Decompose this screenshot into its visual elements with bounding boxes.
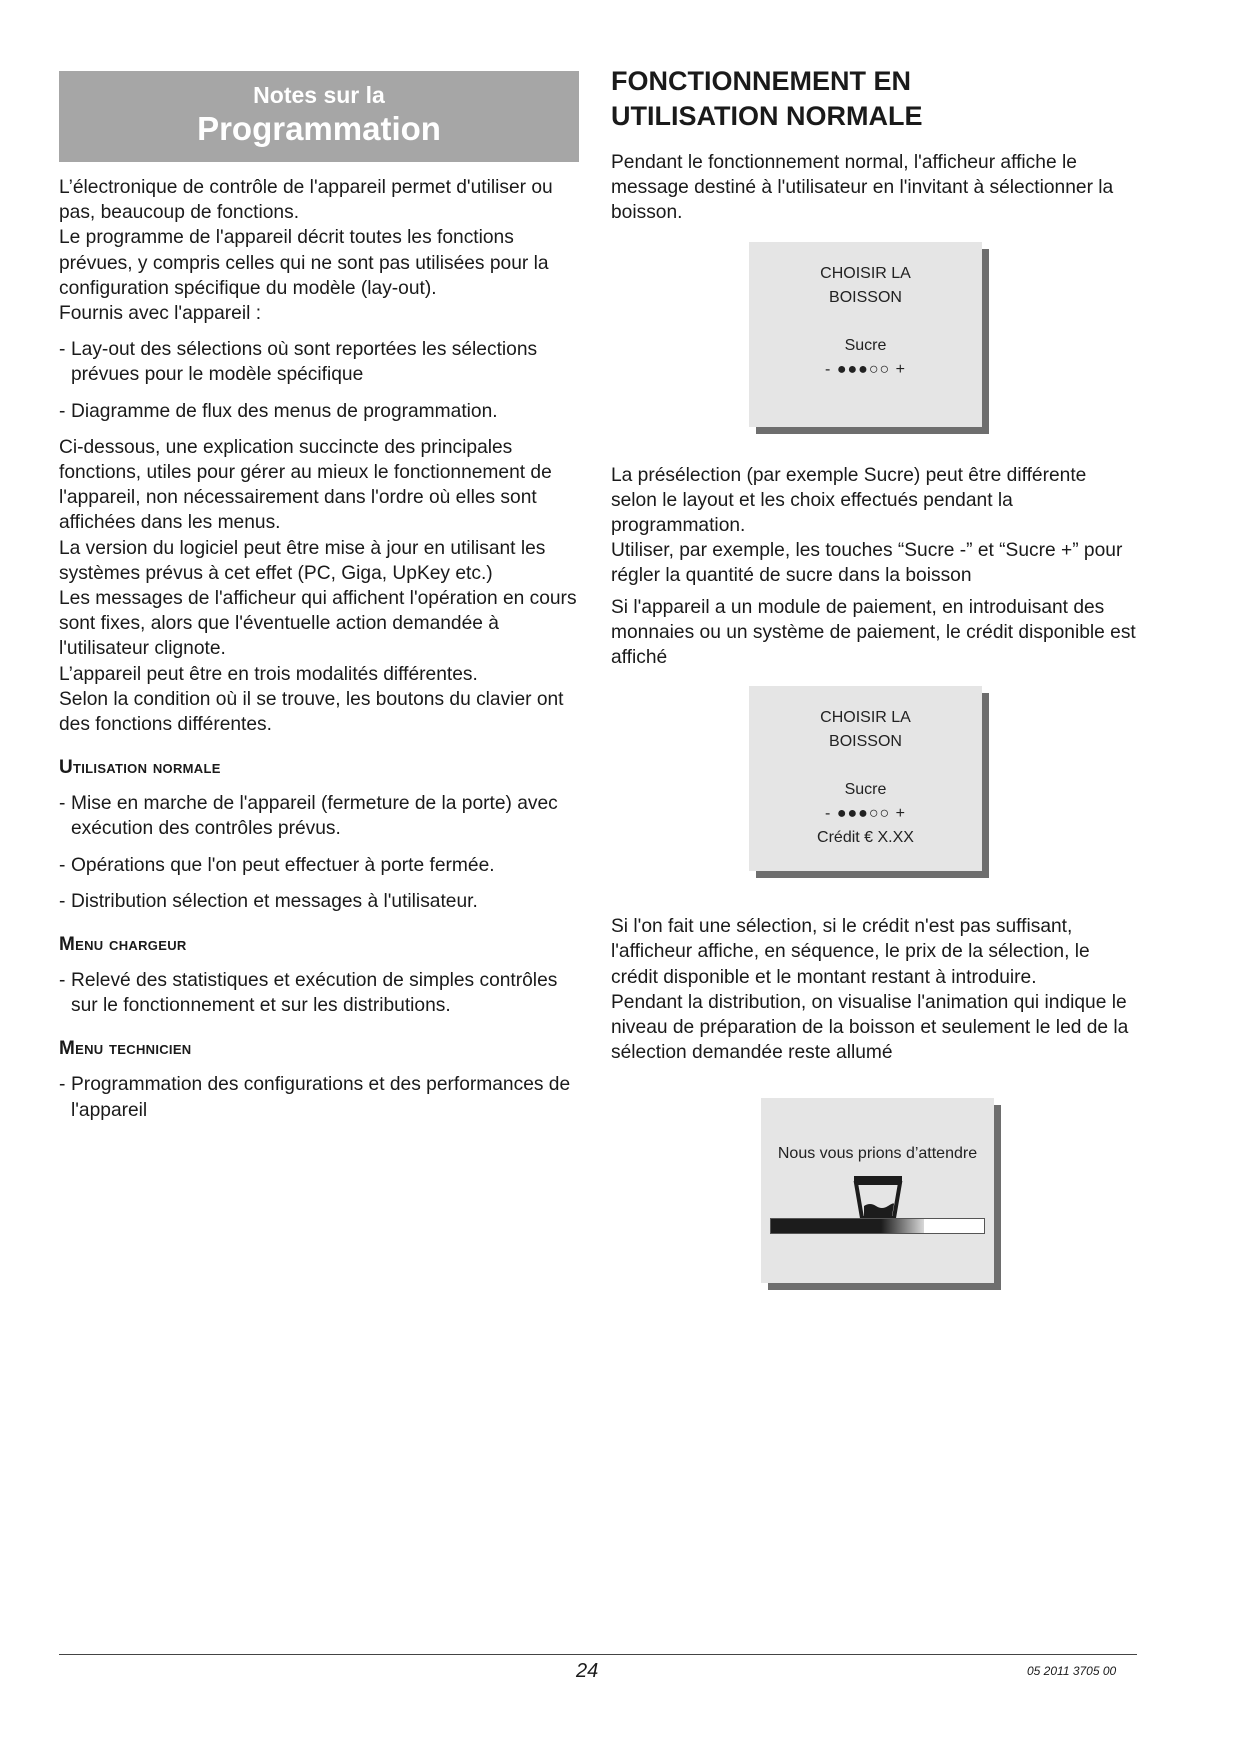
list-item [59, 968, 579, 1018]
explanation-paragraph: Ci-dessous, une explication succincte des principales fonctions, utiles pour gérer au mieux le fonctionnement de l'appareil, non nécessairement dans l'ordre où elles sont affichées dans les menus. [59, 436, 552, 534]
explanation-paragraph: Les messages de l'afficheur qui affichent l'opération en cours sont fixes, alors que l'éventuelle action demandée à l'utilisateur clignote. [59, 588, 577, 660]
list-item [59, 791, 579, 841]
progress-fill [771, 1219, 924, 1233]
list-dash: - [59, 854, 66, 876]
list-item-text: Distribution sélection et messages à l'utilisateur. [71, 890, 478, 912]
list-item [59, 853, 579, 878]
list-item-text: Opérations que l'on peut effectuer à porte fermée. [71, 854, 495, 876]
list-dash: - [59, 400, 66, 422]
list-item-text: Programmation des configurations et des performances de l'appareil [71, 1074, 571, 1121]
display-text: BOISSON [829, 288, 902, 306]
display-text: CHOISIR LA [820, 264, 911, 282]
display-screen-please-wait [761, 1098, 994, 1283]
section-heading-technician-menu: Menu technicien [59, 1038, 192, 1060]
section-heading-normal-use: Utilisation normale [59, 757, 221, 779]
explanation-paragraph: L’appareil peut être en trois modalités différentes. [59, 663, 478, 685]
body-paragraph: Si l'appareil a un module de paiement, en introduisant des monnaies ou un système de paiement, le crédit disponible est affiché [611, 596, 1136, 669]
sugar-level-indicator: - ●●●○○ + [825, 805, 906, 823]
body-paragraph: Utiliser, par exemple, les touches “Sucre -” et “Sucre +” pour régler la quantité de sucre dans la boisson [611, 540, 1123, 587]
list-item [59, 337, 579, 387]
page-number: 24 [576, 1660, 599, 1682]
body-paragraph: La présélection (par exemple Sucre) peut être différente selon le layout et les choix effectués pendant la programmation. [611, 464, 1087, 537]
list-item [59, 889, 579, 914]
left-column [59, 71, 579, 1123]
list-dash: - [59, 970, 66, 992]
list-item-text: Diagramme de flux des menus de programmation. [71, 400, 498, 422]
sugar-level-indicator: - ●●●○○ + [825, 360, 906, 378]
list-dash: - [59, 890, 66, 912]
body-paragraph: Pendant le fonctionnement normal, l'afficheur affiche le message destiné à l'utilisateur en l'invitant à sélectionner la boisson. [611, 152, 1114, 224]
page-title-line: UTILISATION NORMALE [611, 101, 923, 131]
credit-text: Crédit € X.XX [817, 829, 914, 847]
section-banner [59, 71, 579, 162]
display-screen-credit [749, 686, 982, 871]
display-text: CHOISIR LA [820, 709, 911, 727]
list-item-text: Relevé des statistiques et exécution de simples contrôles sur le fonctionnement et sur les distributions. [71, 970, 558, 1017]
display-screen-choose-drink [749, 242, 982, 427]
banner-title: Programmation [197, 110, 441, 147]
banner-subtitle: Notes sur la [253, 82, 385, 108]
body-paragraph: Si l'on fait une sélection, si le crédit n'est pas suffisant, l'afficheur affiche, en séquence, le prix de la sélection, le crédit disponible et le montant restant à introduire. [611, 916, 1090, 988]
cup-icon [852, 1174, 904, 1220]
list-dash: - [59, 339, 66, 361]
list-item-text: Lay-out des sélections où sont reportées les sélections prévues pour le modèle spécifique [71, 339, 538, 386]
footer-divider [59, 1654, 1137, 1655]
list-item-text: Mise en marche de l'appareil (fermeture de la porte) avec exécution des contrôles prévus. [71, 793, 558, 840]
display-text: Sucre [844, 336, 887, 354]
intro-paragraph: Le programme de l'appareil décrit toutes les fonctions prévues, y compris celles qui ne sont pas utilisées pour la configuration spécifique du modèle (lay-out). [59, 227, 549, 299]
intro-paragraph: Fournis avec l'appareil : [59, 303, 262, 325]
page-title [611, 64, 1136, 134]
explanation-paragraph: La version du logiciel peut être mise à jour en utilisant les systèmes prévus à cet effet (PC, Giga, UpKey etc.) [59, 537, 546, 584]
page-title-line: FONCTIONNEMENT EN [611, 66, 911, 96]
list-item [59, 1072, 579, 1122]
intro-text [59, 175, 579, 737]
list-dash: - [59, 793, 66, 815]
progress-bar [770, 1218, 985, 1234]
intro-paragraph: L’électronique de contrôle de l'appareil permet d'utiliser ou pas, beaucoup de fonctions. [59, 177, 553, 224]
list-item [59, 399, 579, 424]
right-column [611, 64, 1136, 1283]
display-text: BOISSON [829, 733, 902, 751]
display-text: Nous vous prions d’attendre [777, 1145, 978, 1163]
explanation-paragraph: Selon la condition où il se trouve, les boutons du clavier ont des fonctions différentes. [59, 688, 564, 736]
display-text: Sucre [844, 781, 887, 799]
section-heading-loader-menu: Menu chargeur [59, 934, 187, 956]
document-code: 05 2011 3705 00 [1027, 1664, 1117, 1678]
list-dash: - [59, 1074, 66, 1096]
body-paragraph: Pendant la distribution, on visualise l'animation qui indique le niveau de préparation de la boisson et seulement le led de la sélection demandée reste allumé [611, 991, 1129, 1064]
